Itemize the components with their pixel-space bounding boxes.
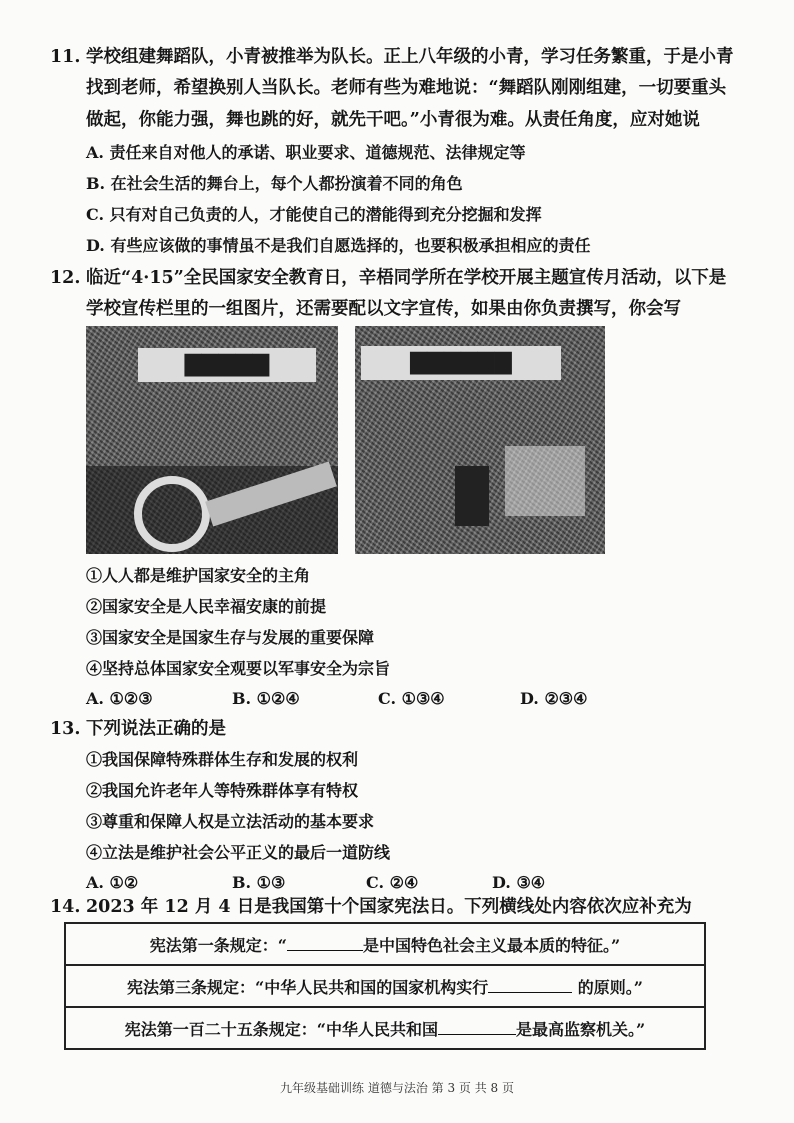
wheel-icon <box>134 476 210 552</box>
constitution-table <box>64 922 706 1050</box>
q11-option-d[interactable]: D. 有些应该做的事情虽不是我们自愿选择的，也要积极承担相应的责任 <box>86 236 591 255</box>
q13-text-1: 下列说法正确的是 <box>86 719 226 739</box>
q11-text-1: 学校组建舞蹈队，小青被推举为队长。正上八年级的小青，学习任务繁重，于是小青 <box>86 47 734 67</box>
constitution-article-3 <box>65 965 705 1007</box>
q12-statement-4: ④坚持总体国家安全观要以军事安全为宗旨 <box>86 659 391 678</box>
q11-option-a[interactable]: A. 责任来自对他人的承诺、职业要求、道德规范、法律规定等 <box>86 143 526 162</box>
q12-choice-c[interactable]: C. ①③④ <box>378 689 445 708</box>
q11-number: 11. <box>50 47 81 67</box>
row2-before: 宪法第三条规定：“中华人民共和国的国家机构实行 <box>127 977 489 997</box>
table-row <box>65 923 705 965</box>
q11-line1 <box>50 42 734 73</box>
q14-text-1: 2023 年 12 月 4 日是我国第十个国家宪法日。下列横线处内容依次应补充为 <box>86 897 692 917</box>
row2-after: 的原则。” <box>572 977 643 997</box>
q13-statement-2: ②我国允许老年人等特殊群体享有特权 <box>86 781 359 800</box>
q12-line1 <box>50 263 726 294</box>
fill-blank-1[interactable] <box>287 949 363 951</box>
q13-line1 <box>50 714 226 745</box>
constitution-article-125 <box>65 1007 705 1049</box>
q12-statement-3: ③国家安全是国家生存与发展的重要保障 <box>86 628 375 647</box>
q11-line3: 做起，你能力强，舞也跳的好，就先干吧。”小青很为难。从责任角度，应对她说 <box>86 110 700 130</box>
q13-statement-1: ①我国保障特殊群体生存和发展的权利 <box>86 750 359 769</box>
q11-line2: 找到老师，希望换别人当队长。老师有些为难地说：“舞蹈队刚刚组建，一切要重头 <box>86 78 727 98</box>
q12-number: 12. <box>50 268 81 288</box>
q12-choice-d[interactable]: D. ②③④ <box>520 689 588 708</box>
q12-choices <box>86 684 587 714</box>
constitution-article-1 <box>65 923 705 965</box>
row3-before: 宪法第一百二十五条规定：“中华人民共和国 <box>124 1019 438 1039</box>
q12-statement-1: ①人人都是维护国家安全的主角 <box>86 566 311 585</box>
table-row <box>65 965 705 1007</box>
q11-option-b[interactable]: B. 在社会生活的舞台上，每个人都扮演着不同的角色 <box>86 174 463 193</box>
q12-text-1: 临近“4·15”全民国家安全教育日，辛梧同学所在学校开展主题宣传月活动，以下是 <box>86 268 727 288</box>
q13-choice-c[interactable]: C. ②④ <box>366 873 419 892</box>
security-photo-left <box>86 326 338 554</box>
q12-choice-b[interactable]: B. ①②④ <box>232 689 300 708</box>
q14-number: 14. <box>50 897 81 917</box>
q13-choice-d[interactable]: D. ③④ <box>492 873 546 892</box>
photo-banner-left: ▇▇▇▇▇ <box>138 348 316 382</box>
fill-blank-2[interactable] <box>488 991 572 993</box>
table-row <box>65 1007 705 1049</box>
q13-number: 13. <box>50 719 81 739</box>
person-figure <box>455 466 489 526</box>
q11-option-c[interactable]: C. 只有对自己负责的人，才能使自己的潜能得到充分挖掘和发挥 <box>86 205 542 224</box>
security-photo-right <box>355 326 605 554</box>
q13-choice-a[interactable]: A. ①② <box>86 873 139 892</box>
photo-light-area <box>505 446 585 516</box>
q13-choice-b[interactable]: B. ①③ <box>232 873 286 892</box>
q14-line1 <box>50 892 692 923</box>
row1-after: 是中国特色社会主义最本质的特征。” <box>363 935 621 955</box>
q13-statement-3: ③尊重和保障人权是立法活动的基本要求 <box>86 812 375 831</box>
row3-after: 是最高监察机关。” <box>516 1019 646 1039</box>
q12-line2: 学校宣传栏里的一组图片，还需要配以文字宣传，如果由你负责撰写，你会写 <box>86 299 681 319</box>
fill-blank-3[interactable] <box>438 1033 516 1035</box>
photo-banner-right: ▇▇▇▇▇▇ <box>361 346 561 380</box>
page-footer: 九年级基础训练 道德与法治 第 3 页 共 8 页 <box>280 1081 514 1095</box>
q13-statement-4: ④立法是维护社会公平正义的最后一道防线 <box>86 843 391 862</box>
row1-before: 宪法第一条规定：“ <box>149 935 287 955</box>
q12-choice-a[interactable]: A. ①②③ <box>86 689 153 708</box>
q12-statement-2: ②国家安全是人民幸福安康的前提 <box>86 597 327 616</box>
